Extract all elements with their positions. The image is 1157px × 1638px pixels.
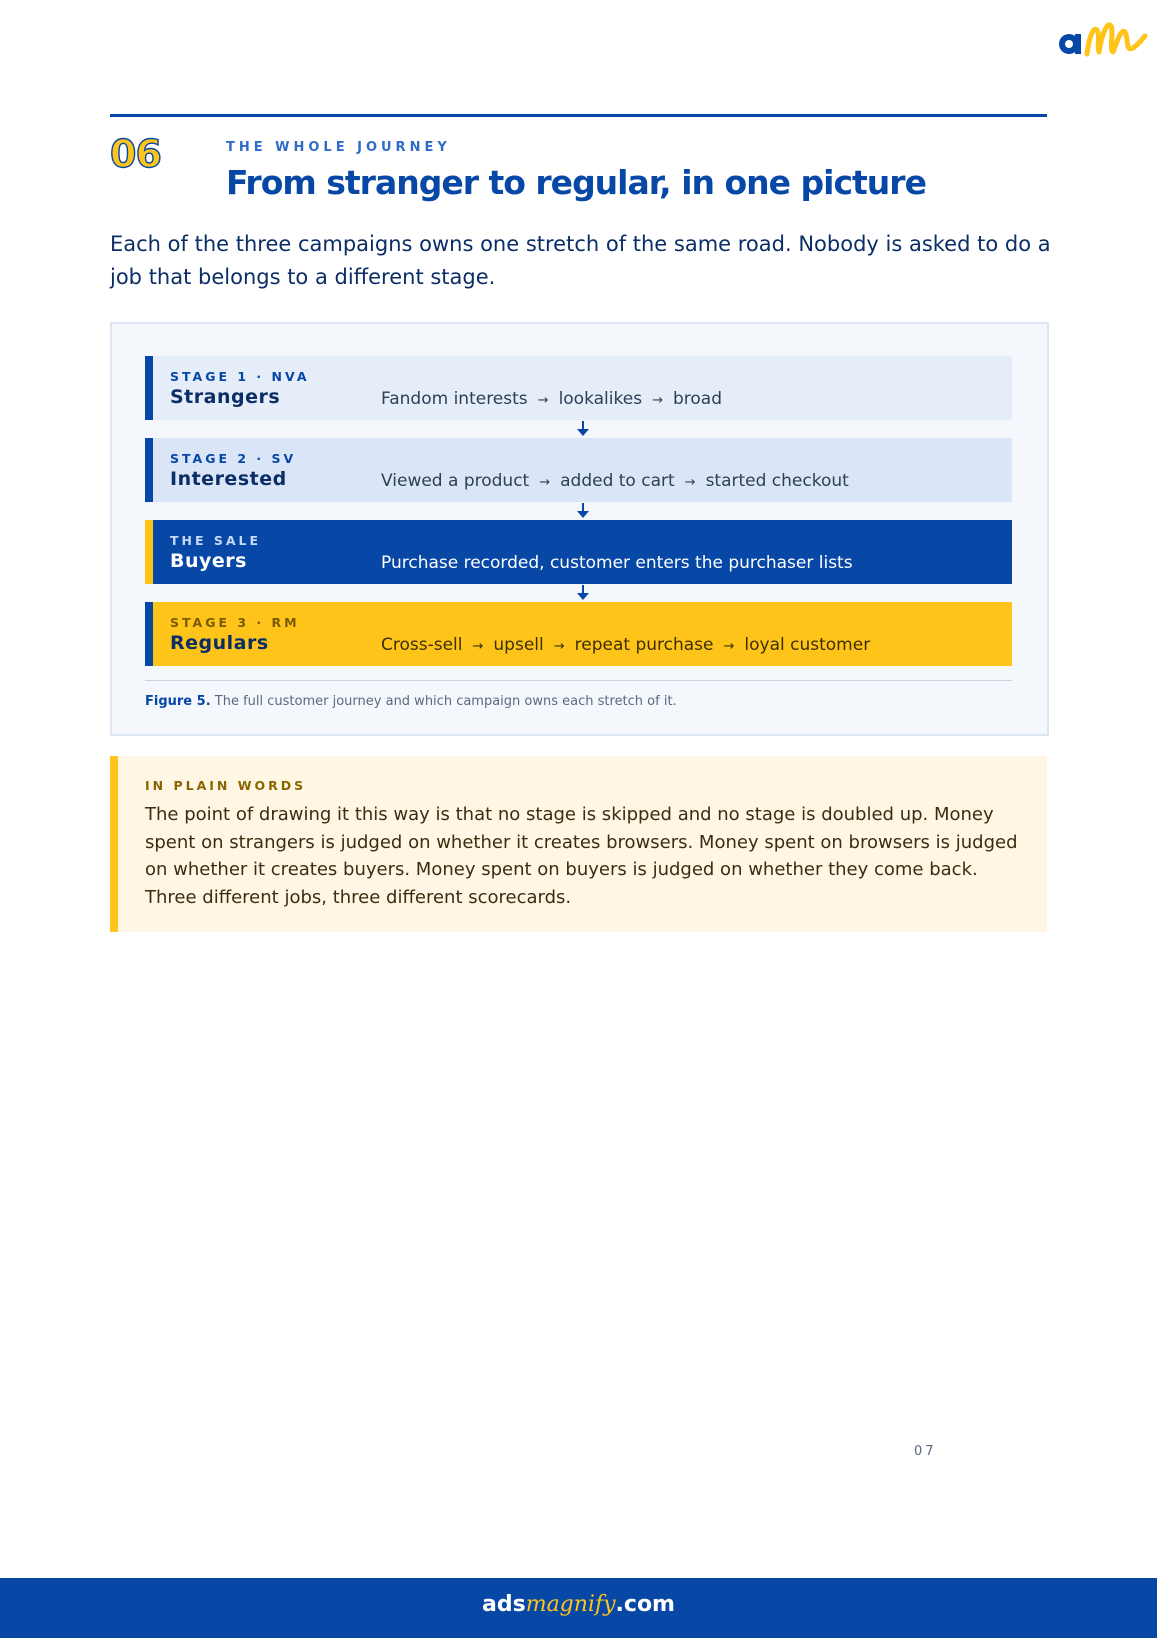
- callout-text: The point of drawing it this way is that no stage is skipped and no stage is doubled up. Money spent on strangers is judged on whether it creates browsers. Money spent on browsers is judged on whether it creates buyers. Money spent on buyers is judged on whether they come back. Three different jobs, three different scorecards.: [145, 804, 1018, 908]
- stage-tag: STAGE 3 · RM: [170, 615, 300, 630]
- stage-step: started checkout: [705, 471, 849, 491]
- section-eyebrow: THE WHOLE JOURNEY: [226, 140, 451, 155]
- stage-step: Cross-sell: [381, 635, 463, 655]
- am-logo-icon: [1049, 8, 1149, 62]
- stage-row-interested: [145, 438, 1012, 502]
- stage-name: Strangers: [170, 386, 281, 408]
- figure-rule: [145, 680, 1012, 681]
- stage-step: lookalikes: [558, 389, 643, 409]
- callout-tag: IN PLAIN WORDS: [145, 778, 307, 793]
- stage-steps: [381, 553, 853, 573]
- step-arrow-icon: →: [652, 393, 663, 408]
- stage-name: Regulars: [170, 632, 269, 654]
- brand-part-ads: ads: [482, 1592, 526, 1617]
- stage-row-strangers: [145, 356, 1012, 420]
- stage-tag: STAGE 1 · NVA: [170, 369, 310, 384]
- stage-step: Viewed a product: [381, 471, 530, 491]
- stage-step: loyal customer: [744, 635, 871, 655]
- figure-caption-text: The full customer journey and which campaign owns each stretch of it.: [214, 694, 677, 709]
- footer-bar: [0, 1578, 1157, 1638]
- stage-steps: [381, 635, 870, 655]
- stage-tag: THE SALE: [170, 533, 262, 548]
- stage-steps: [381, 471, 849, 491]
- brand-part-domain: .com: [615, 1592, 675, 1617]
- step-arrow-icon: →: [539, 475, 551, 490]
- page-title: From stranger to regular, in one picture: [226, 163, 926, 202]
- stage-row-regulars: [145, 602, 1012, 666]
- figure-caption-label: Figure 5.: [145, 694, 211, 709]
- stage-step: repeat purchase: [574, 635, 714, 655]
- figure-caption: [145, 694, 677, 709]
- stage-step: Purchase recorded, customer enters the purchaser lists: [381, 553, 853, 573]
- step-arrow-icon: →: [472, 639, 484, 654]
- down-arrow-icon: [576, 585, 590, 601]
- stage-step: added to cart: [560, 471, 675, 491]
- stage-steps: [381, 389, 722, 409]
- lead-paragraph: Each of the three campaigns owns one stretch of the same road. Nobody is asked to do a job that belongs to a different stage.: [110, 232, 1051, 289]
- stage-name: Buyers: [170, 550, 247, 572]
- brand-part-magnify: magnify: [525, 1592, 616, 1617]
- down-arrow-icon: [576, 421, 590, 437]
- stage-row-buyers: [145, 520, 1012, 584]
- stage-tag: STAGE 2 · SV: [170, 451, 297, 466]
- stage-name: Interested: [170, 468, 287, 490]
- plain-words-callout: [110, 756, 1047, 932]
- stage-step: upsell: [493, 635, 544, 655]
- step-arrow-icon: →: [537, 393, 549, 408]
- header-rule: [110, 114, 1047, 117]
- journey-stages: [145, 356, 1012, 666]
- step-arrow-icon: →: [553, 639, 565, 654]
- section-number: 06: [110, 132, 161, 176]
- step-arrow-icon: →: [684, 475, 696, 490]
- step-arrow-icon: →: [723, 639, 735, 654]
- stage-step: Fandom interests: [381, 389, 528, 409]
- down-arrow-icon: [576, 503, 590, 519]
- stage-step: broad: [672, 389, 722, 409]
- journey-figure: [110, 322, 1049, 736]
- footer-brand: [0, 1592, 1157, 1617]
- page-number: 07: [914, 1444, 937, 1459]
